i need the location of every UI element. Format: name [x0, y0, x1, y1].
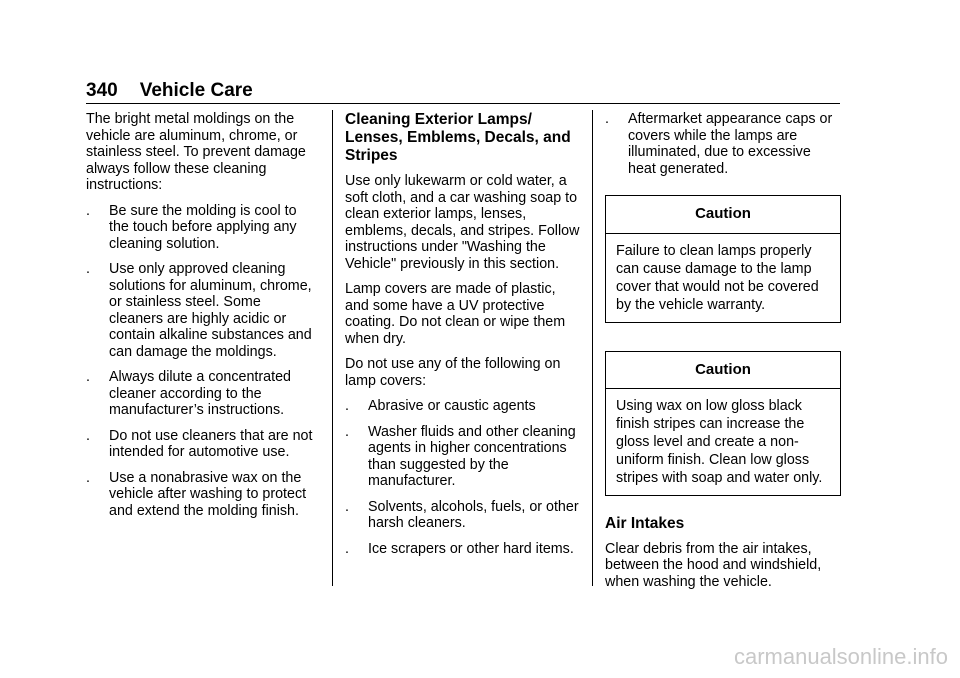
bullet-dot: .: [345, 423, 349, 440]
paragraph: Clear debris from the air intakes, between the hood and windshield, when washing the vehicle.: [605, 540, 822, 590]
section-title: Vehicle Care: [139, 80, 253, 101]
bullet-dot: .: [86, 469, 90, 486]
lamps-section-title: Cleaning Exterior Lamps/ Lenses, Emblems, Decals, and Stripes: [345, 111, 571, 164]
caution-title: Caution: [606, 352, 840, 390]
caution-body: Using wax on low gloss black finish stripes can increase the gloss level and create a non-uniform finish. Clean low gloss stripes with soap and water only.: [616, 398, 823, 486]
caution-title: Caution: [606, 196, 840, 234]
column-divider-1: [332, 110, 333, 586]
list-item: . Do not use cleaners that are not intended for automotive use.: [86, 427, 313, 460]
column-divider-2: [592, 110, 593, 586]
page-header: [86, 80, 253, 102]
paragraph: Lamp covers are made of plastic, and some have a UV protective coating. Do not clean or wipe them when dry.: [345, 281, 566, 347]
list-item: . Always dilute a concentrated cleaner according to the manufacturer’s instructions.: [86, 369, 291, 418]
list-item: . Abrasive or caustic agents: [345, 398, 536, 414]
list-item: . Be sure the molding is cool to the touch before applying any cleaning solution.: [86, 202, 297, 252]
page-number: 340: [86, 80, 118, 101]
intro-paragraph: The bright metal moldings on the vehicle are aluminum, chrome, or stainless steel. To prevent damage always follow these cleaning instructions:: [86, 111, 306, 193]
paragraph: Do not use any of the following on lamp covers:: [345, 356, 561, 389]
paragraph: Use only lukewarm or cold water, a soft cloth, and a car washing soap to clean exterior lamps, lenses, emblems, decals, and stripes. Follow instructions under "Washing the Vehicle" previously in this section.: [345, 173, 580, 272]
bullet-dot: .: [86, 427, 90, 444]
list-item: . Solvents, alcohols, fuels, or other harsh cleaners.: [345, 498, 579, 531]
column-1: [86, 111, 318, 528]
list-item: . Use a nonabrasive wax on the vehicle after washing to protect and extend the molding finish.: [86, 469, 307, 519]
list-item: . Washer fluids and other cleaning agents in higher concentrations than suggested by the manufacturer.: [345, 423, 576, 489]
bullet-dot: .: [86, 202, 90, 219]
bullet-dot: .: [605, 111, 609, 127]
bullet-dot: .: [86, 261, 90, 277]
caution-body: Failure to clean lamps properly can cause damage to the lamp cover that would not be covered by the vehicle warranty.: [616, 242, 819, 313]
list-item: . Ice scrapers or other hard items.: [345, 540, 574, 557]
caution-box-1: [605, 195, 841, 323]
bullet-dot: .: [345, 540, 349, 557]
header-rule: [86, 103, 840, 104]
list-item: . Aftermarket appearance caps or covers while the lamps are illuminated, due to excessive heat generated.: [605, 111, 833, 177]
bullet-dot: .: [345, 398, 349, 414]
caution-box-2: [605, 351, 841, 497]
bullet-dot: .: [86, 369, 90, 385]
bullet-dot: .: [345, 498, 349, 515]
air-intakes-title: Air Intakes: [605, 515, 685, 532]
list-item: . Use only approved cleaning solutions for aluminum, chrome, or stainless steel. Some cleaners are highly acidic or contain alkaline substances and can damage the moldings.: [86, 261, 312, 360]
watermark: carmanualsonline.info: [733, 644, 948, 669]
column-2: [345, 111, 581, 566]
column-3: [605, 111, 841, 599]
